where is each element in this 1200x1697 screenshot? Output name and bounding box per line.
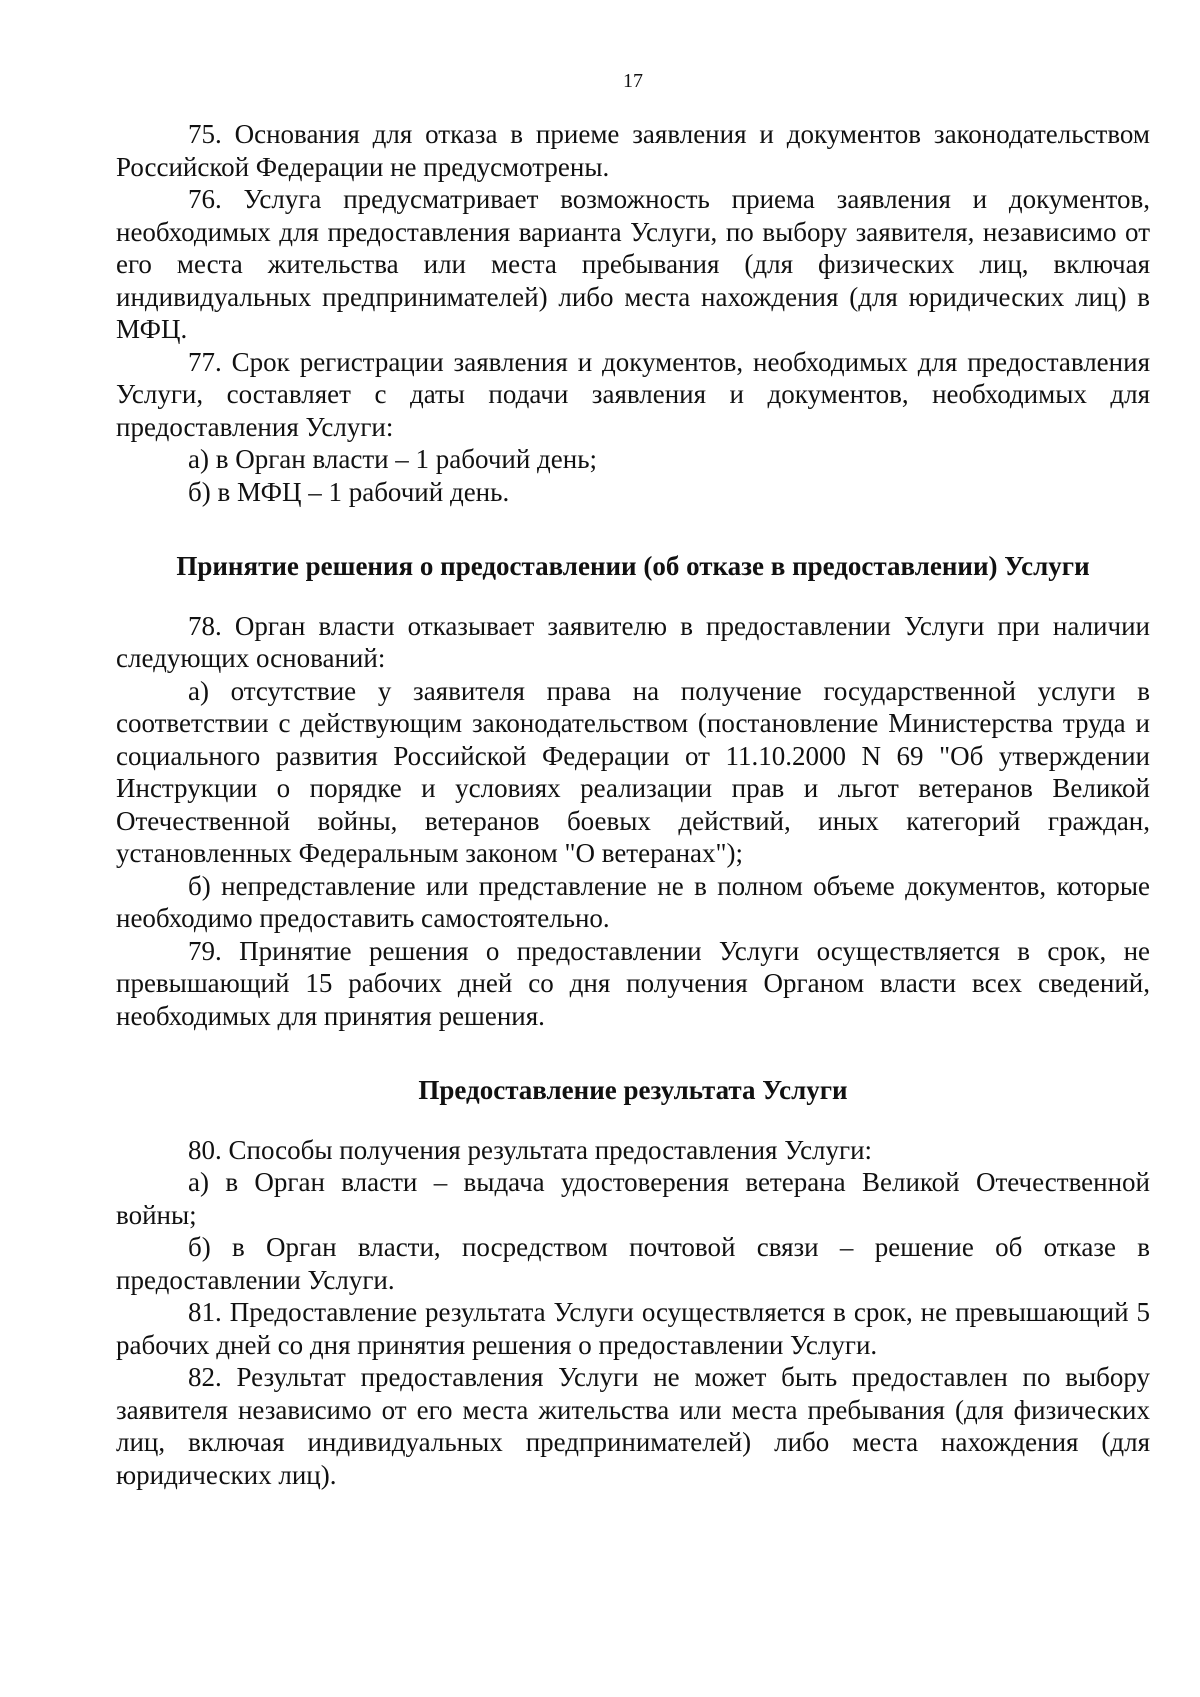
paragraph-79: 79. Принятие решения о предоставлении Услуги осуществляется в срок, не превышающий 15 рабочих дней со дня получения Органом власти всех сведений, необходимых для принятия решения. [116,935,1150,1031]
paragraph-78-a: а) отсутствие у заявителя права на получение государственной услуги в соответствии с действующим законодательством (постановление Министерства труда и социального развития Российской Федерации от 11.10.2000 N 69 "Об утверждении Инструкции о порядке и условиях реализации прав и льгот ветеранов Великой Отечественной войны, ветеранов боевых действий, иных категорий граждан, установленных Федеральным законом "О ветеранах"); [116,675,1150,868]
paragraph-80-b: б) в Орган власти, посредством почтовой связи – решение об отказе в предоставлении Услуги. [116,1232,1150,1295]
paragraph-76: 76. Услуга предусматривает возможность приема заявления и документов, необходимых для предоставления варианта Услуги, по выбору заявителя, независимо от его места жительства или места пребывания (для физических лиц, включая индивидуальных предпринимателей) либо места нахождения (для юридических лиц) в МФЦ. [116,184,1150,344]
page-number: 17 [623,70,643,92]
section-heading-result: Предоставление результата Услуги [418,1075,848,1105]
document-body [116,118,1150,1491]
section-decision [116,610,1150,1033]
paragraph-77-b: б) в МФЦ – 1 рабочий день. [188,476,510,507]
paragraph-77-a: а) в Орган власти – 1 рабочий день; [188,444,598,474]
paragraph-75: 75. Основания для отказа в приеме заявления и документов законодательством Российской Федерации не предусмотрены. [116,119,1150,182]
paragraph-78-b: б) непредставление или представление не в полном объеме документов, которые необходимо предоставить самостоятельно. [116,870,1150,933]
paragraph-81: 81. Предоставление результата Услуги осуществляется в срок, не превышающий 5 рабочих дней со дня принятия решения о предоставлении Услуги. [116,1297,1150,1360]
paragraph-80: 80. Способы получения результата предоставления Услуги: [188,1134,873,1165]
section-intake [116,118,1150,508]
paragraph-82: 82. Результат предоставления Услуги не может быть предоставлен по выбору заявителя независимо от его места жительства или места пребывания (для физических лиц, включая индивидуальных предпринимателей) либо места нахождения (для юридических лиц). [116,1362,1150,1490]
section-heading-decision: Принятие решения о предоставлении (об отказе в предоставлении) Услуги [176,551,1090,581]
paragraph-78: 78. Орган власти отказывает заявителю в предоставлении Услуги при наличии следующих оснований: [116,610,1150,673]
section-result [116,1134,1150,1492]
paragraph-80-a: а) в Орган власти – выдача удостоверения ветерана Великой Отечественной войны; [116,1167,1150,1230]
paragraph-77: 77. Срок регистрации заявления и документов, необходимых для предоставления Услуги, составляет с даты подачи заявления и документов, необходимых для предоставления Услуги: [116,346,1150,442]
